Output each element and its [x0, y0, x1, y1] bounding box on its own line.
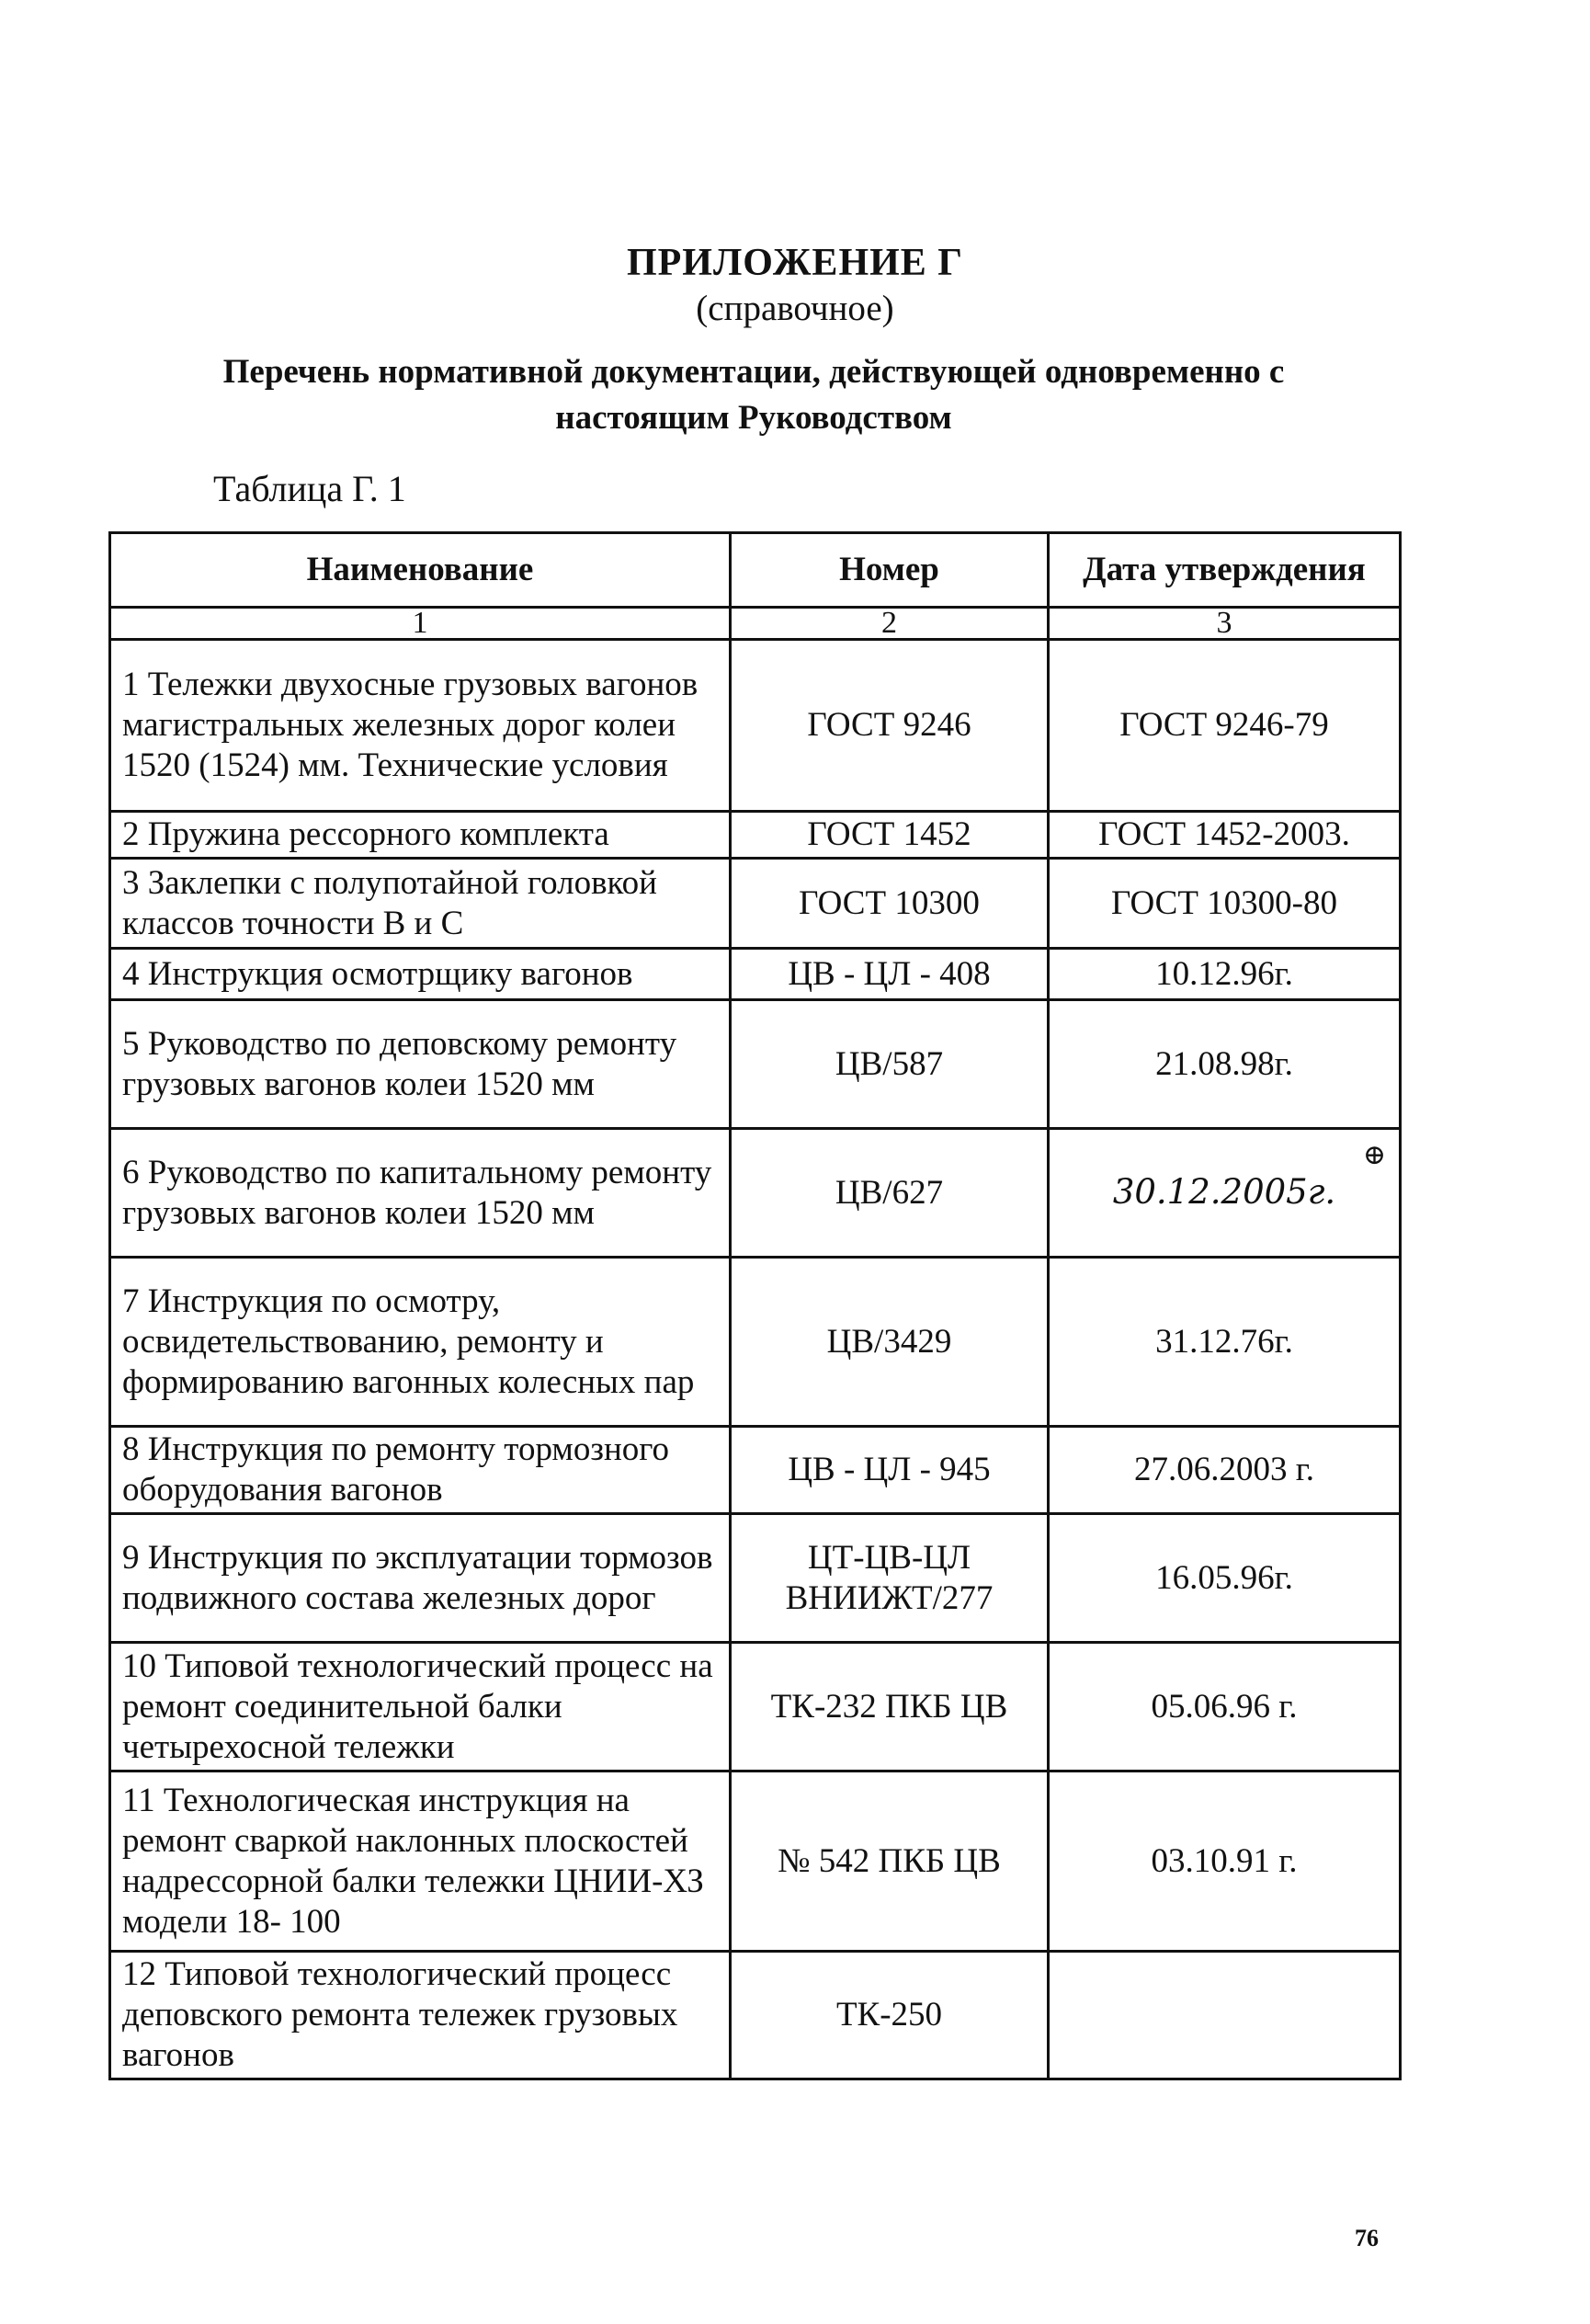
table-row — [110, 640, 1401, 812]
table-row — [110, 859, 1401, 949]
row-number: ЦТ-ЦВ-ЦЛ ВНИИЖТ/277 — [731, 1514, 1049, 1643]
row-name: 6 Руководство по капитальному ремонту грузовых вагонов колеи 1520 мм — [110, 1129, 731, 1258]
table-row — [110, 949, 1401, 1000]
table-caption: Таблица Г. 1 — [213, 468, 406, 509]
row-date: 16.05.96г. — [1049, 1514, 1401, 1643]
row-date: 27.06.2003 г. — [1049, 1427, 1401, 1514]
table-row — [110, 1952, 1401, 2079]
row-number: ЦВ/627 — [731, 1129, 1049, 1258]
document-title: Перечень нормативной документации, действующей одновременно с настоящим Руководством — [222, 353, 1285, 437]
table-row — [110, 1771, 1401, 1952]
row-date: 05.06.96 г. — [1049, 1643, 1401, 1771]
row-number: ЦВ - ЦЛ - 945 — [731, 1427, 1049, 1514]
column-header-name: Наименование — [110, 533, 731, 608]
table-row — [110, 1258, 1401, 1427]
row-name: 1 Тележки двухосные грузовых вагонов магистральных железных дорог колеи 1520 (1524) мм. Технические условия — [110, 640, 731, 812]
row-number: ЦВ/587 — [731, 1000, 1049, 1129]
table-row — [110, 812, 1401, 859]
row-date: 30.12.2005г. — [1112, 1172, 1336, 1212]
appendix-title: ПРИЛОЖЕНИЕ Г — [626, 242, 964, 284]
table-row — [110, 1514, 1401, 1643]
row-number: ГОСТ 1452 — [731, 812, 1049, 859]
row-name: 9 Инструкция по эксплуатации тормозов подвижного состава железных дорог — [110, 1514, 731, 1643]
row-number: ТК-232 ПКБ ЦВ — [731, 1643, 1049, 1771]
row-date-handwritten — [1049, 1129, 1401, 1258]
row-number: ЦВ - ЦЛ - 408 — [731, 949, 1049, 1000]
row-name: 2 Пружина рессорного комплекта — [110, 812, 731, 859]
row-name: 12 Типовой технологический процесс деповского ремонта тележек грузовых вагонов — [110, 1952, 731, 2079]
column-header-number: Номер — [731, 533, 1049, 608]
table-row — [110, 1427, 1401, 1514]
row-date: 03.10.91 г. — [1049, 1771, 1401, 1952]
table-row — [110, 1129, 1401, 1258]
table-row — [110, 1000, 1401, 1129]
column-number-3: 3 — [1049, 608, 1401, 640]
row-date — [1049, 1952, 1401, 2079]
row-date: ГОСТ 10300-80 — [1049, 859, 1401, 949]
row-name: 7 Инструкция по осмотру, освидетельствованию, ремонту и формированию вагонных колесных пар — [110, 1258, 731, 1427]
row-name: 11 Технологическая инструкция на ремонт сваркой наклонных плоскостей надрессорной балки тележки ЦНИИ-ХЗ модели 18- 100 — [110, 1771, 731, 1952]
column-number-2: 2 — [731, 608, 1049, 640]
column-number-row — [110, 608, 1401, 640]
row-number: № 542 ПКБ ЦВ — [731, 1771, 1049, 1952]
row-number: ТК-250 — [731, 1952, 1049, 2079]
row-name: 10 Типовой технологический процесс на ремонт соединительной балки четырехосной тележки — [110, 1643, 731, 1771]
table-row — [110, 1643, 1401, 1771]
row-name: 4 Инструкция осмотрщику вагонов — [110, 949, 731, 1000]
row-date: 21.08.98г. — [1049, 1000, 1401, 1129]
column-header-date: Дата утверждения — [1049, 533, 1401, 608]
appendix-type: (справочное) — [696, 289, 894, 328]
row-number: ГОСТ 10300 — [731, 859, 1049, 949]
table-header-row — [110, 533, 1401, 608]
column-number-1: 1 — [110, 608, 731, 640]
normative-documents-table — [108, 531, 1402, 2080]
row-date: 10.12.96г. — [1049, 949, 1401, 1000]
row-name: 8 Инструкция по ремонту тормозного оборудования вагонов — [110, 1427, 731, 1514]
row-date: 31.12.76г. — [1049, 1258, 1401, 1427]
row-date: ГОСТ 1452-2003. — [1049, 812, 1401, 859]
row-name: 5 Руководство по деповскому ремонту грузовых вагонов колеи 1520 мм — [110, 1000, 731, 1129]
row-date: ГОСТ 9246-79 — [1049, 640, 1401, 812]
row-number: ЦВ/3429 — [731, 1258, 1049, 1427]
page-number: 76 — [1355, 2225, 1379, 2251]
row-name: 3 Заклепки с полупотайной головкой классов точности В и С — [110, 859, 731, 949]
correction-mark: ⊕ — [1362, 1139, 1386, 1171]
row-number: ГОСТ 9246 — [731, 640, 1049, 812]
